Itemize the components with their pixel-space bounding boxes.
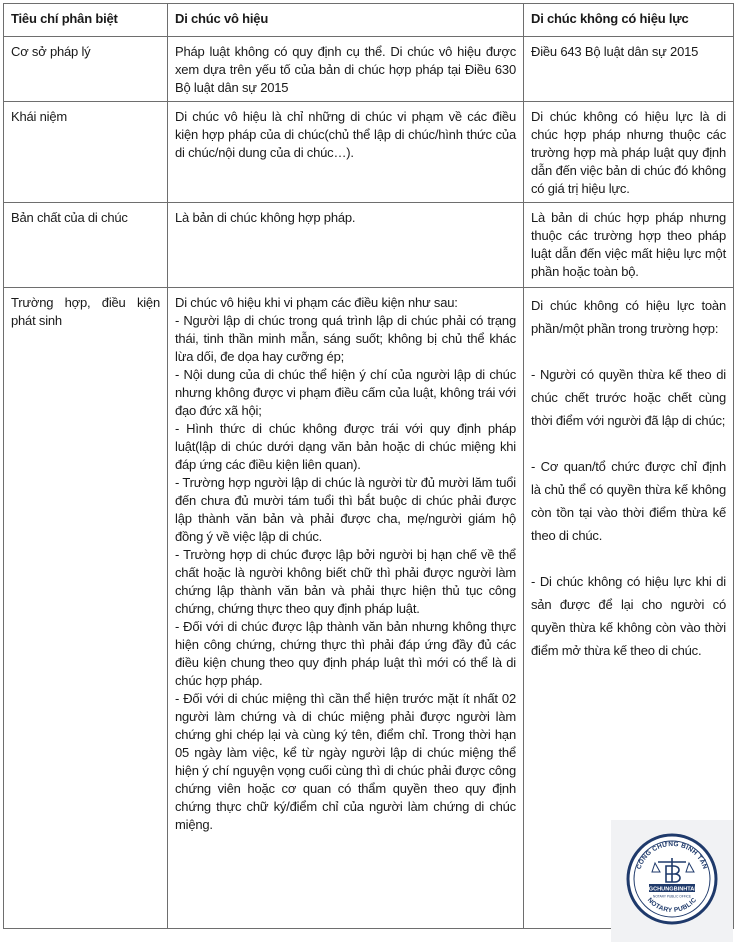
- invalid-will-item: - Trường hợp di chúc được lập bởi người bị hạn chế về thể chất hoặc là người không biết chữ thì phải được người làm chứng lập thành văn bản và phải thực hiện thủ tục công chứng, chứng thực theo quy định pháp luật.: [175, 547, 516, 616]
- criteria-cell: Cơ sở pháp lý: [4, 37, 168, 102]
- stamp-top-text: CÔNG CHỨNG BÌNH TÂN: [635, 840, 709, 871]
- invalid-will-cell: [168, 288, 524, 929]
- header-criteria: Tiêu chí phân biệt: [4, 4, 168, 37]
- notary-seal-icon: [625, 832, 719, 928]
- header-invalid-will: Di chúc vô hiệu: [168, 4, 524, 37]
- ineffective-will-cell: Di chúc không có hiệu lực là di chúc hợp pháp nhưng thuộc các trường hợp mà pháp luật quy định dẫn đến việc bản di chúc đó không có giá trị hiệu lực.: [524, 102, 734, 203]
- header-ineffective-will: Di chúc không có hiệu lực: [524, 4, 734, 37]
- table-row: [4, 203, 734, 288]
- paragraph-gap: [531, 547, 726, 570]
- invalid-will-item: - Đối với di chúc được lập thành văn bản nhưng không thực hiện công chứng, chứng thực thì phải đáp ứng đầy đủ các điều kiện chung theo quy định pháp luật thì mới có thể là di chúc hợp pháp.: [175, 619, 516, 688]
- invalid-will-item: - Người lập di chúc trong quá trình lập di chúc phải có trạng thái, tinh thần minh mẫn, sáng suốt; không bị chủ thể khác lừa dối, đe dọa hay cưỡng ép;: [175, 313, 516, 364]
- invalid-will-item: - Trường hợp người lập di chúc là người từ đủ mười lăm tuổi đến chưa đủ mười tám tuổi thì bắt buộc di chúc phải được lập thành văn bản và phải được cha, mẹ/người giám hộ đồng ý về việc lập di chúc.: [175, 475, 516, 544]
- stamp-small-text: NOTARY PUBLIC OFFICE: [653, 894, 691, 899]
- notary-stamp-watermark: [611, 820, 733, 942]
- criteria-cell: Khái niệm: [4, 102, 168, 203]
- criteria-cell: Bản chất của di chúc: [4, 203, 168, 288]
- invalid-will-intro: Di chúc vô hiệu khi vi phạm các điều kiện như sau:: [175, 295, 458, 310]
- ineffective-will-item: - Người có quyền thừa kế theo di chúc chết trước hoặc chết cùng thời điểm với người đã lập di chúc;: [531, 367, 726, 428]
- invalid-will-cell: Pháp luật không có quy định cụ thể. Di chúc vô hiệu được xem dựa trên yếu tố của bản di chúc hợp pháp tại Điều 630 Bộ luật dân sự 2015: [168, 37, 524, 102]
- invalid-will-item: - Đối với di chúc miệng thì cần thể hiện trước mặt ít nhất 02 người làm chứng và di chúc miệng phải được người làm chứng ghi chép lại và cùng ký tên, điểm chỉ. Trong thời hạn 05 ngày làm việc, kể từ ngày người lập di chúc miệng thể hiện ý chí nguyện vọng cuối cùng thì di chúc phải được công chứng viên hoặc cơ quan có thẩm quyền theo quy định chứng thực chữ ký/điểm chỉ của người làm chứng di chúc miệng.: [175, 691, 516, 832]
- stamp-url-text: CONGCHUNGBINHTAN.VN: [636, 886, 708, 893]
- ineffective-will-item: - Cơ quan/tổ chức được chỉ định là chủ thể có quyền thừa kế không còn tồn tại vào thời điểm thừa kế theo di chúc.: [531, 459, 726, 543]
- comparison-table: [3, 3, 734, 929]
- ineffective-will-cell: Điều 643 Bộ luật dân sự 2015: [524, 37, 734, 102]
- invalid-will-cell: Là bản di chúc không hợp pháp.: [168, 203, 524, 288]
- ineffective-will-intro: Di chúc không có hiệu lực toàn phần/một phần trong trường hợp:: [531, 298, 726, 336]
- table-header-row: [4, 4, 734, 37]
- paragraph-gap: [531, 432, 726, 455]
- stamp-bottom-text: NOTARY PUBLIC: [645, 896, 699, 915]
- paragraph-gap: [531, 340, 726, 363]
- ineffective-will-cell: Là bản di chúc hợp pháp nhưng thuộc các trường hợp theo pháp luật dẫn đến việc mất hiệu lực một phần hoặc toàn bộ.: [524, 203, 734, 288]
- table-row: [4, 37, 734, 102]
- ineffective-will-item: - Di chúc không có hiệu lực khi di sản được để lại cho người có quyền thừa kế không còn vào thời điểm mở thừa kế theo di chúc.: [531, 574, 726, 658]
- criteria-cell: Trường hợp, điều kiện phát sinh: [4, 288, 168, 929]
- invalid-will-cell: Di chúc vô hiệu là chỉ những di chúc vi phạm về các điều kiện hợp pháp của di chúc(chủ thể lập di chúc/hình thức của di chúc/nội dung của di chúc…).: [168, 102, 524, 203]
- invalid-will-item: - Hình thức di chúc không được trái với quy định pháp luật(lập di chúc dưới dạng văn bản hoặc di chúc miệng khi đáp ứng các điều kiện liên quan).: [175, 421, 516, 472]
- invalid-will-item: - Nội dung của di chúc thể hiện ý chí của người lập di chúc nhưng không được vi phạm điều cấm của luật, không trái với đạo đức xã hội;: [175, 367, 516, 418]
- table-row: [4, 102, 734, 203]
